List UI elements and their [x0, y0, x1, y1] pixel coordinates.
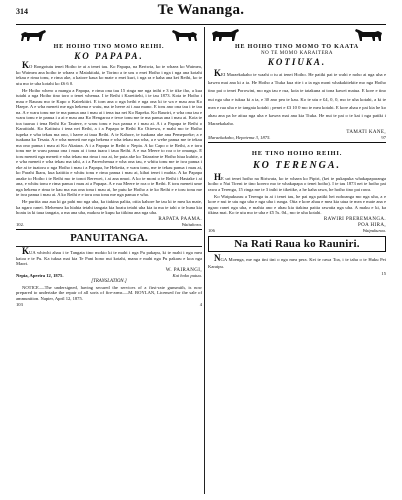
translation-heading: [TRANSLATION.] [91, 278, 127, 284]
advert-horse-name: KO TERENGA. [252, 159, 342, 171]
advert-paragraph: He Hoiho whero a mangu a Papapa, e rima ona tau 15 ringa me nga inihi e 3 te tike iho, a kua tutahi a nga Hoiho tino toro o tenei whenua. I te Reihi i Karetitehi, i te tau 1873. Koia te Hoiho i mau e Raurau mo te Kapo o Kairekitiri. E torn ana o nga heihi e nga ona ki te wa e mau ana Ko Haepe. A e wha meneti me nga hekena e waiu, ma te heere ai i aua mano. E toru ano ona tau i te tau na. A e waru tonu me te ma panua ana i mau ai i tena tua nei Ko Rapeka. Ko Rauriri, e wha ona tau e waru tonu e te panua i a ai e mau ana Ko Hengaroa e tewe tonu me te ma panua ana i mau ai. Koia te toa tuarua i tena Reihi Ko Tautere, e waru tonu e iwa panua e i mau ai. A i a Papapa te Reihi o Karatitahi. Ko Katitutu i tena nei Reihi, a i a Papapa te Reihi Ko Otirewa, e mahi mo te Hoiho tupeka e wha tekau ma ono, i haere ai taua Reihi. A te Kahore, te tuakana ake ana Pemepoeke; a e tuakana ko Tesata. A e wha meneti me nga hekena e wha tekau ma wha, a e wehe panua me te tekau ma ono panua i mau ai Ko Akatara. A i a Papapa te Reihi o Nepia. A ko Capo o te Reihi, a e toru tonu me te waru panua ona i mau ai i tona tuara i taua Reihi. A e rua Meere to roa o te omanga. E toru meneti nga meneti e wha tekau ma rima i roa ai, he puta ake ko Tataraine te Hoiho hiua kuhite, a e wha meneti e wha tekau ma tahi, a i a Parewhenua e wha ona tau, e whitu tonu me te iwa panua i eke ai te tuatoru o nga Hoiho i mau i a Papapa, he Heketia, e waru tonu, me te tekau panua i mau ai, ko Parahi Ikaru, kua kaititia e whitu tonu e rima panua i mau ai, kihai tenei i mahia. A ko Papapa anake to Hoiho i te Reihi mo te tonoi Rerewei, i ai ana nmoi. A ko te moni o te Reihi i Hastake i ai ana, e whitu tonu e rima panua i mau ai a Papapa. A e rua Meere te roa o te Reihi. E toru meneti ume nga hekena e rima te kau ma rua ona tona i mau ai, he putu ke Hoiho a te ko Reihi e e toru tonu me te iwa panua i mau ai. A ko Reihi e e toru ona tonu me nga panua e wha. [16, 87, 202, 197]
translation-text: NOTICE.—The undersigned, having secured the services of a first-rate gunsmith, is now prepared to undertake the repair of all sorts of fire-arms.—M. BOYLAN, Licensed for the sale of ammunition. Napier, April 12, 1875. [16, 284, 202, 301]
boxed-heading: Na Rati Raua ko Rauniri. [208, 236, 386, 252]
horse-icon [354, 28, 384, 42]
advert-signature: RAWIRI PREREMANGA. [323, 217, 386, 223]
horse-icon [170, 28, 200, 42]
notice-text: KUA whiwhi ahau i te Tangata tino mokio ki te mahi i nga Pu pakapu, ki te mahi i nga mea katoa e te Pu. Ka tukua mai kia Te Pani hono nui kotahi, mana e mahi nga Pu pakaru e koa nga Maori. [16, 246, 202, 266]
horse-icon [18, 28, 48, 42]
masthead-title: Te Wananga. [157, 2, 245, 18]
page-header [16, 2, 386, 25]
notice-signature: W. PAIRANGI, [165, 267, 202, 273]
notice-refs [16, 302, 202, 307]
advert-paragraph: KEI Maraekakaho te waahi o tu ai tenei Hoiho. He patiki pai te wahi e noho ai nga uha e kawea mai ana ki a ia. He Hoiho a Tiuka kua rite i a ia nga moni whakakitekite mo nga Hoiho tino pai o tenei Porowini, mo nga tau e rua, koia te tatakuna ai tona kawei matua. E kore e tino nui nga uha e tukua ki a ia, e 30 ano pea te kau. Ko te utu e £4, 0, 0, mo te uha kotahi, a ki te mea e rua uha e te tangata kotahi ; penei e £3 10 0 mo te mea kotahi. E kore ahau e pai kia he ko ahau ana pa he aitua nga uha e kawea mai ana kia Tiuka. He nui te pai o te kai i nga patiki i Maraekakaho. [208, 68, 386, 127]
advert-paragraph: He puritia aua aua ki ga pahi mo nga uha, ka tiakina palita, otiia kahore he tau ki te mea ka mate, ka ngaro ranei. Mehemea ka hiahia tetahi tangata kia hoatu tetahi uha kia ia ma te tahi o te huna kia hoatu ia ki taua tangata, a ma ana uha, makou te kupu ka tiikina ana nga uha. [16, 199, 202, 215]
notice-role: Kai hoko putuu. [172, 272, 202, 278]
advert-horse-name: KO PAPAPA. [74, 51, 144, 61]
notice-date: Nepia, Aperira 12, 1875. [16, 272, 64, 278]
advert-body [208, 171, 386, 216]
column-divider [204, 27, 205, 494]
advert-reference: 97 [381, 134, 386, 140]
advert-paragraph: KO Rongotutu tenei Hoiho te ai a tenei tau. Ko Papapa, na Beriwia, ko te whaea ko Waimea, ko Waimea ana hoiho te whaea o Matakitaki, te Torino a te uru o enei Hoiho i nga i nga ana kotahi tekau e rima tonu, e rima ake, a kaiore kaua ko mate o enei kuri, i nga ra e kaha ana kei Reihi, ko te utu mo te uha kotahi ko £6 6 0. [16, 60, 202, 86]
advert-signature-2: POA HIRA, [357, 223, 386, 229]
advert-body [208, 69, 386, 128]
advert-footer [208, 135, 386, 140]
advert-footer [208, 228, 386, 233]
divider [208, 142, 386, 143]
horse-illustration-row [208, 27, 386, 43]
left-column [16, 27, 202, 494]
closing-reference: 15 [381, 271, 386, 277]
advert-place: Waipukurau. [362, 228, 386, 234]
advert-reference: 106 [208, 228, 215, 234]
horse-illustration-row [208, 145, 386, 149]
advert-title: HE HOIHO TINO MOMO TO KAATA [235, 44, 359, 50]
section-title: PANUITANGA. [70, 232, 148, 244]
notice-footer [16, 273, 202, 278]
closing-footer [208, 271, 386, 276]
horse-icon [210, 28, 240, 42]
advert-signature: TAMATI KANE, [346, 129, 386, 135]
divider [16, 246, 202, 247]
advert-footer [16, 222, 202, 227]
divider [16, 229, 202, 230]
horse-illustration-row [16, 27, 202, 43]
advert-title: HE TINO HOIHO REIHI. [251, 149, 343, 157]
advert-paragraph: HE uri tenei hoiho na Ririwata, ko te whaea ko Pipiri, (kei te pukapuka whakapaparanga hoiho o Nui Tireni te tino korero mo te whakapapa o tenei hoiho). I te tau 1873 nei te hoiho pai rawa a Terenga, 15 ringa me te 3 inihi te tiketike, a he kaha rawa, he hoiho tino pai rawa. [208, 171, 386, 192]
advert-date: Maraekakaho, Hepetema 3, 1875. [208, 134, 271, 140]
advert-signature: RAPATA PAAMA. [158, 217, 202, 222]
advert-subtitle: NO TE MOMO KARAITERA [261, 51, 333, 56]
page-number: 314 [16, 7, 28, 16]
closing-notice: NGA Moenga, me nga tini tini o nga mea pera. Kei te rawa Toa, i te taha o te Huku Pei Karaipu. [208, 253, 386, 270]
notice-reference-2: 4 [199, 302, 202, 307]
advert-horse-name: KOTIUKA. [267, 57, 327, 67]
notice-reference: 103 [16, 302, 23, 307]
advert-reference: 102. [16, 222, 25, 227]
right-column [208, 27, 386, 494]
advert-place: Waitahora. [181, 222, 202, 227]
advert-body [16, 60, 202, 216]
advert-title: HE HOIHO TINO MOMO REIHI. [53, 44, 165, 50]
advert-paragraph: Ko Waipukurau a Terenga tu ai i tenei tau, he pai nga patiki hei nohoanga mo nga uha, a e kore e nui te utu nga uha e nga uha i runga. Otia e kore ahau e mea kia utua te mea e mate ana e ngaro ranei nga uha, e mahia ano e ahau kia tiakina paitia rawatia nga uha. A maku e ki, ka tikina mai. Ko te utu mo te uha e £5 5s. 0d., mo te uha kotahi. [208, 193, 386, 216]
